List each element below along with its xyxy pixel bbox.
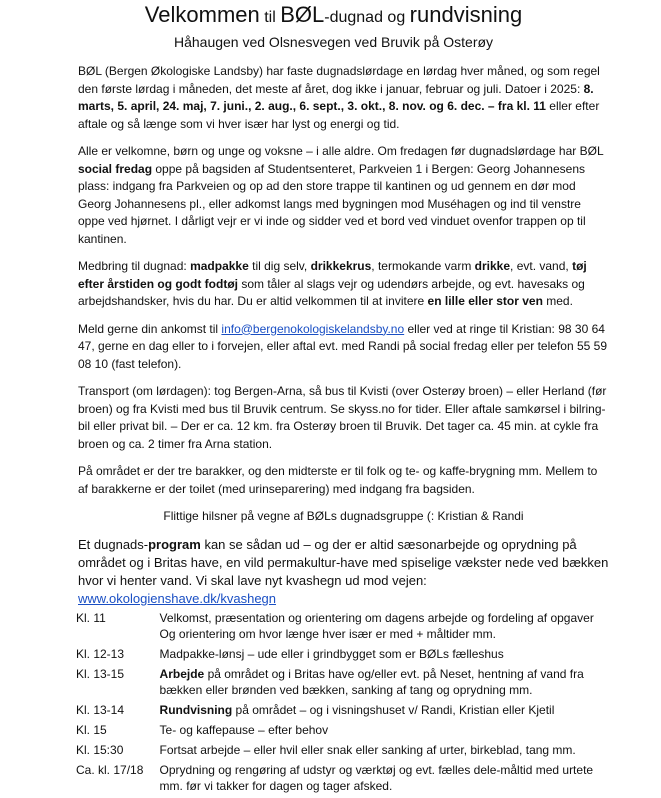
paragraph-text: oppe på bagsiden af Studentsenteret, Parkveien 1 i Bergen: Georg Johannesens plass: indgang fra Parkveien og op ad den store trappe til kantinen og ud gennem en dør mod Georg Johannesens pl., eller adkomst langs med bygningen mod Muséhagen og ind til venstre oppe ved hjørnet. I dårligt vejr er vi inde og sidder ved et bord ved vinduet ovenfor trappen op til kantinen. [78,161,586,246]
schedule-text: på området og i Britas have og/eller evt. på Neset, hentning af vand fra bækken eller brønden ved bækken, sanking af tang og oprydning mm. [159,667,584,697]
schedule-text: Oprydning og rengøring af udstyr og værktøj og evt. fælles dele-måltid med urtete mm. før vi takker for dagen og tager afsked. [159,763,594,793]
paragraph-social-friday [78,143,609,248]
schedule-time: Kl. 15:30 [76,743,124,757]
paragraph-text: BØL (Bergen Økologiske Landsby) har faste dugnadslørdage en lørdag hver måned, og som regel den første lørdag i måneden, det meste af året, dog ikke i januar, februar og juli. Datoer i 2025: [78,64,600,96]
schedule-time: Kl. 13-14 [76,703,125,717]
schedule-text: Te- og kaffepause – efter behov [159,723,329,737]
schedule-text: Madpakke-lønsj – ude eller i grindbygget som er BØLs fælleshus [159,647,504,661]
schedule-time: Ca. kl. 17/18 [76,763,144,777]
paragraph-bring [78,258,609,311]
schedule-description [160,762,609,798]
schedule-time: Kl. 11 [76,611,106,625]
bring-item: madpakke [190,259,249,273]
schedule-table [76,610,609,798]
schedule-time: Kl. 15 [76,723,107,737]
schedule-row [76,666,609,702]
schedule-description [160,702,609,722]
program-intro [78,536,609,608]
paragraph-text: som tåler al slags vejr og udendørs arbejde, og evt. havesaks og arbejdshandsker, hvis du har. Du er altid velkommen til at invitere [78,276,585,308]
schedule-row [76,702,609,722]
paragraph-text: eller efter aftale og så længe som vi hver især har lyst og energi og tid. [78,99,600,131]
title-word: BØL [280,2,325,27]
paragraph-text: Alle er velkomne, børn og unge og voksne – i alle aldre. Om fredagen før dugnadslørdage har BØL [78,144,604,158]
schedule-description [160,646,609,666]
schedule-description [160,610,609,646]
email-link[interactable]: info@bergenokologiskelandsby.no [221,321,405,336]
dates-2025: 8. marts, 5. april, 24. maj, 7. juni., 2. aug., 6. sept., 3. okt., 8. nov. og 6. dec. – fra kl. 11 [78,81,594,113]
paragraph-text: med. [542,294,573,308]
schedule-activity: Arbejde [159,667,205,681]
title-word: Velkommen [144,2,260,27]
title-word: til [264,9,276,26]
bring-item: drikke [474,259,511,273]
social-friday-label: social fredag [78,161,153,176]
paragraph-text: til dig selv, [248,259,311,273]
page-subtitle: Håhaugen ved Olsnesvegen ved Bruvik på Osterøy [173,34,494,50]
schedule-row [76,742,609,762]
schedule-row [76,722,609,742]
bring-item: en lille eller stor ven [427,294,543,308]
paragraph-text: Et dugnads- [78,537,149,552]
schedule-text: Velkomst, præsentation og orientering om dagens arbejde og fordeling af opgaver Og orientering om hvor længe hver især er med + måltider mm. [159,611,594,641]
paragraph-text: eller ved at ringe til Kristian: 98 30 64 47, gerne en dag eller to i forvejen, eller aftal evt. med Randi på social fredag eller per telefon 55 59 08 10 (fast telefon). [78,321,607,371]
schedule-time: Kl. 12-13 [76,647,125,661]
schedule-time: Kl. 13-15 [76,667,125,681]
schedule-row [76,762,609,798]
paragraph-area: På området er der tre barakker, og den midterste er til folk og te- og kaffe-brygning mm. Mellem to af barakkerne er der toilet (med urinseparering) med indgang fra bagsiden. [78,464,598,496]
title-word: -dugnad [324,9,383,26]
title-word: rundvisning [409,2,523,27]
paragraph-text: , termokande varm [371,259,475,273]
bring-item: drikkekrus [310,259,372,273]
greeting: Flittige hilsner på vegne af BØLs dugnadsgruppe (: Kristian & Randi [163,509,524,523]
program-label: program [148,537,201,552]
schedule-activity: Rundvisning [159,703,233,717]
paragraph-text: Meld gerne din ankomst til [78,321,222,336]
page-title [58,0,609,31]
schedule-row [76,610,609,646]
schedule-text: Fortsat arbejde – eller hvil eller snak eller sanking af urter, birkeblad, tang mm. [159,743,576,757]
schedule-row [76,646,609,666]
schedule-description [160,742,609,762]
paragraph-text: , evt. vand, [510,259,573,273]
bring-item: tøj efter årstiden og godt fodtøj [78,259,587,291]
schedule-description [160,722,609,742]
paragraph-text: Medbring til dugnad: [78,259,191,273]
paragraph-transport: Transport (om lørdagen): tog Bergen-Arna, så bus til Kvisti (over Osterøy broen) – eller Herland (før broen) og fra Kvisti med bus til Bruvik centrum. Se skyss.no for tider. Eller aftale samkørsel i bilring-bil eller privat bil. – Der er ca. 12 km. fra Osterøy broen til Bruvik. Det tager ca. 45 min. at cykle fra broen og ca. 2 timer fra Arna station. [78,384,607,451]
paragraph-dates [78,63,609,133]
paragraph-text: kan se sådan ud – og der er altid sæsonarbejde og oprydning på området og i Britas have, en vild permakultur-have med spiselige vækster nede ved bækken hvor vi henter vand. Vi skal lave nyt kvashegn ud mod vejen: [78,537,609,588]
schedule-text: på området – og i visningshuset v/ Randi, Kristian eller Kjetil [232,703,555,717]
kvashegn-link[interactable]: www.okologienshave.dk/kvashegn [78,591,277,606]
paragraph-contact [78,321,609,374]
title-word: og [387,9,406,26]
schedule-description [160,666,609,702]
